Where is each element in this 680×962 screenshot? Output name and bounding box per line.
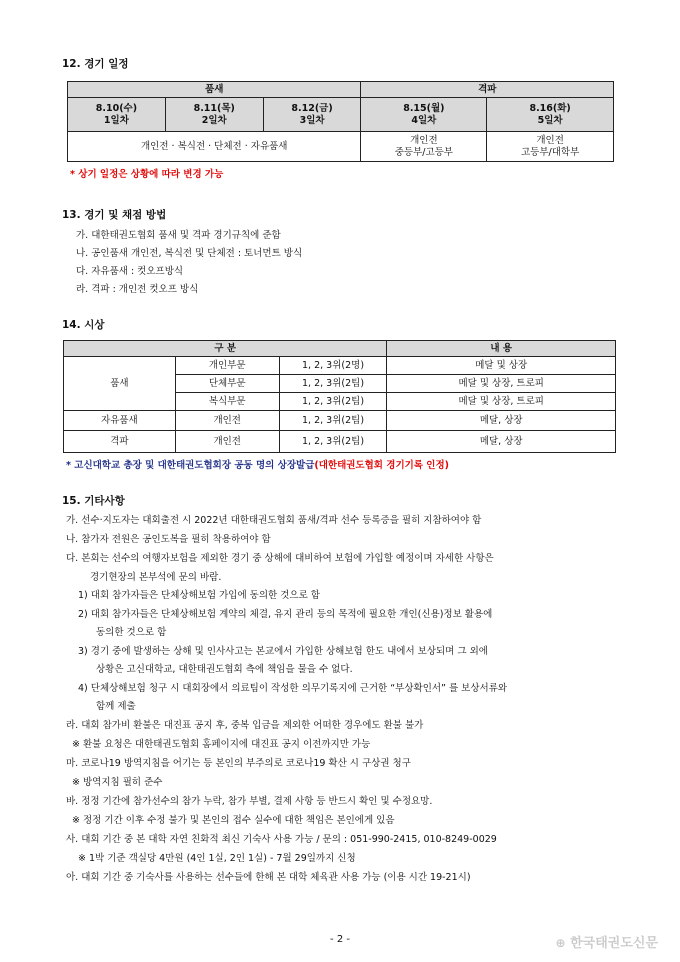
misc-line: 경기현장의 본부석에 문의 바람. [90,572,222,583]
schedule-header-gyeokpa: 격파 [361,82,614,98]
awards-division: 개인전 [175,411,279,431]
schedule-day5-events: 개인전 고등부/대학부 [487,132,614,162]
section-12-title: 12. 경기 일정 [62,58,129,70]
misc-line: 바. 정정 기간에 참가선수의 참가 누락, 참가 부별, 결제 사항 등 반드시 확인 및 수정요망. [66,796,433,807]
schedule-day4-events: 개인전 중등부/고등부 [361,132,487,162]
awards-rank: 1, 2, 3위(2팀) [279,375,387,393]
misc-line: 상황은 고신대학교, 대한태권도협회 측에 책임을 물을 수 없다. [96,664,353,675]
awards-division: 개인부문 [175,357,279,375]
section-14-title: 14. 시상 [62,319,105,331]
misc-line: 가. 선수·지도자는 대회출전 시 2022년 대한태권도협회 품새/격파 선수 등록증을 필히 지참하여야 함 [66,515,482,526]
misc-line: 다. 본회는 선수의 여행자보험을 제외한 경기 중 상해에 대비하여 보험에 가입할 예정이며 자세한 사항은 [66,553,494,564]
awards-prize: 메달, 상장 [387,431,616,453]
awards-prize: 메달 및 상장 [387,357,616,375]
rule-item: 가. 대한태권도협회 품새 및 격파 경기규칙에 준함 [76,230,281,241]
misc-line: 2) 대회 참가자들은 단체상해보험 계약의 체결, 유지 관리 등의 목적에 필요한 개인(신용)정보 활용에 [78,609,493,620]
schedule-poomsae-events: 개인전 · 복식전 · 단체전 · 자유품새 [68,132,361,162]
rule-item: 라. 격파 : 개인전 컷오프 방식 [76,284,199,295]
schedule-day-cell: 8.12(금) 3일차 [263,98,361,132]
awards-rank: 1, 2, 3위(2팀) [279,411,387,431]
page-number: - 2 - [330,934,350,945]
schedule-note: * 상기 일정은 상황에 따라 변경 가능 [70,169,224,180]
misc-line: 함께 제출 [96,701,136,712]
misc-line: 아. 대회 기간 중 기숙사를 사용하는 선수들에 한해 본 대학 체육관 사용 가능 (이용 시간 19-21시) [66,872,471,883]
schedule-header-poomsae: 품새 [68,82,361,98]
misc-line: ※ 방역지침 필히 준수 [72,777,163,788]
newspaper-watermark: ⊕ 한국태권도신문 [555,936,658,951]
awards-division: 단체부문 [175,375,279,393]
misc-line: 4) 단체상해보험 청구 시 대회장에서 의료팀이 작성한 의무기록지에 근거한 “부상확인서” 를 보상서류와 [78,683,508,694]
awards-note-blue: * 고신대학교 총장 및 대한태권도협회장 공동 명의 상장발급 [66,460,315,471]
awards-header-content: 내 용 [387,341,616,357]
misc-line: 3) 경기 중에 발생하는 상해 및 인사사고는 본교에서 가입한 상해보험 한도 내에서 보상되며 그 외에 [78,646,488,657]
awards-poomsae-cell: 품새 [64,357,176,411]
misc-line: 사. 대회 기간 중 본 대학 자연 친화적 최신 기숙사 사용 가능 / 문의 : 051-990-2415, 010-8249-0029 [66,834,497,845]
schedule-table [67,81,614,162]
schedule-day-cell: 8.10(수) 1일차 [68,98,166,132]
awards-rank: 1, 2, 3위(2팀) [279,393,387,411]
awards-note [66,457,449,471]
schedule-day-cell: 8.15(월) 4일차 [361,98,487,132]
awards-table [63,340,616,453]
misc-line: 1) 대회 참가자들은 단체상해보험 가입에 동의한 것으로 함 [78,590,320,601]
awards-header-category: 구 분 [64,341,387,357]
misc-line: 동의한 것으로 함 [96,627,167,638]
misc-line: ※ 1박 기준 객실당 4만원 (4인 1실, 2인 1실) - 7월 29일까지 신청 [78,853,356,864]
awards-rank: 1, 2, 3위(2팀) [279,431,387,453]
rule-item: 다. 자유품새 : 컷오프방식 [76,266,184,277]
awards-rank: 1, 2, 3위(2명) [279,357,387,375]
awards-prize: 메달 및 상장, 트로피 [387,375,616,393]
section-15-title: 15. 기타사항 [62,495,125,507]
schedule-day-cell: 8.16(화) 5일차 [487,98,614,132]
awards-division: 복식부문 [175,393,279,411]
schedule-day-cell: 8.11(목) 2일차 [165,98,263,132]
awards-division: 개인전 [175,431,279,453]
misc-line: ※ 환불 요청은 대한태권도협회 홈페이지에 대진표 공지 이전까지만 가능 [72,739,371,750]
misc-line: 마. 코로나19 방역지침을 어기는 등 본인의 부주의로 코로나19 확산 시 구상권 청구 [66,758,411,769]
misc-line: 나. 참가자 전원은 공인도복을 필히 착용하여야 함 [66,534,271,545]
section-13-title: 13. 경기 및 채점 방법 [62,209,167,221]
misc-line: ※ 정정 기간 이후 수정 불가 및 본인의 접수 실수에 대한 책임은 본인에게 있음 [72,815,395,826]
awards-prize: 메달, 상장 [387,411,616,431]
rule-item: 나. 공인품새 개인전, 복식전 및 단체전 : 토너먼트 방식 [76,248,303,259]
awards-prize: 메달 및 상장, 트로피 [387,393,616,411]
awards-gyeokpa-cell: 격파 [64,431,176,453]
misc-line: 라. 대회 참가비 환불은 대진표 공지 후, 중복 입금을 제외한 어떠한 경우에도 환불 불가 [66,720,424,731]
awards-note-red: (대한태권도협회 경기기록 인정) [314,460,449,471]
awards-free-poomsae-cell: 자유품새 [64,411,176,431]
